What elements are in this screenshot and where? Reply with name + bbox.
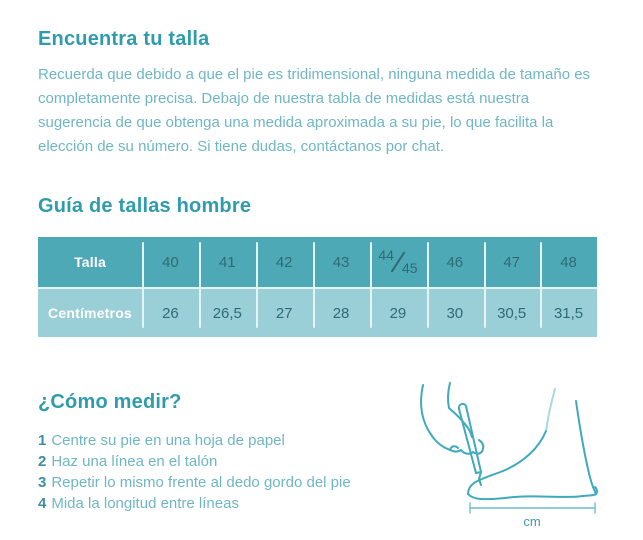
cm-cell: 30,5: [497, 304, 527, 322]
foot-measuring-illustration: [405, 381, 605, 531]
measurement-line: [470, 503, 595, 513]
hand-pencil-foot-drawing: [421, 383, 597, 499]
column-divider: [142, 242, 144, 328]
step-number: 3: [38, 474, 47, 491]
step-text: Centre su pie en una hoja de papel: [51, 432, 285, 449]
how-to-measure-text-column: [38, 391, 351, 514]
find-size-section: [38, 28, 605, 159]
cm-cell: 27: [275, 304, 293, 322]
cm-cell: 31,5: [553, 304, 584, 322]
size-row-label: Talla: [74, 254, 106, 270]
size-cell-split-top: 44: [378, 247, 394, 263]
step-text: Repetir lo mismo frente al dedo gordo del pie: [51, 474, 351, 491]
size-cell-split-bottom: 45: [401, 260, 418, 276]
find-size-description: Recuerda que debido a que el pie es tridimensional, ninguna medida de tamaño es completamente precisa. Debajo de nuestra tabla de medidas está nuestra sugerencia de que obtenga una medida aproximada a su pie, lo que facilita la elección de su número. Si tiene dudas, contáctanos por chat.: [38, 66, 591, 155]
column-divider: [199, 242, 201, 328]
size-cell: 42: [275, 253, 293, 271]
size-cell-split: [370, 237, 427, 287]
size-cell: 46: [446, 253, 464, 271]
step-number: 2: [38, 453, 47, 470]
column-divider: [313, 242, 315, 328]
measure-steps-list: [38, 430, 351, 514]
cm-cell: 26,5: [212, 304, 242, 322]
size-cell: 47: [503, 253, 521, 271]
measure-step: [38, 493, 351, 514]
size-table: [38, 237, 597, 337]
column-divider: [370, 242, 372, 328]
cm-cell: 30: [446, 304, 464, 322]
step-text: Mida la longitud entre líneas: [51, 495, 239, 512]
column-divider: [540, 242, 542, 328]
cm-cell: 26: [162, 304, 179, 322]
size-cell: 48: [560, 253, 577, 271]
column-divider: [484, 242, 486, 328]
measure-step: [38, 451, 351, 472]
cm-cell: 29: [389, 304, 407, 322]
size-cell: 41: [218, 253, 236, 271]
size-cell: 40: [162, 253, 179, 271]
cm-unit-label: cm: [523, 514, 541, 529]
step-number: 1: [38, 432, 47, 449]
cm-cell: 28: [332, 304, 350, 322]
column-divider: [256, 242, 258, 328]
how-to-measure-section: [38, 391, 605, 531]
column-divider: [427, 242, 429, 328]
size-table-row-centimeters: [38, 289, 597, 337]
size-table-row-sizes: [38, 237, 597, 287]
size-cell: 43: [332, 253, 350, 271]
how-to-measure-title: ¿Cómo medir?: [38, 391, 182, 413]
mens-size-guide-title: Guía de tallas hombre: [38, 195, 252, 217]
measure-step: [38, 430, 351, 451]
find-size-title: Encuentra tu talla: [38, 28, 210, 50]
centimeters-row-label: Centímetros: [48, 305, 132, 321]
step-number: 4: [38, 495, 47, 512]
mens-size-guide-section: [38, 195, 605, 337]
measure-step: [38, 472, 351, 493]
step-text: Haz una línea en el talón: [51, 453, 218, 470]
